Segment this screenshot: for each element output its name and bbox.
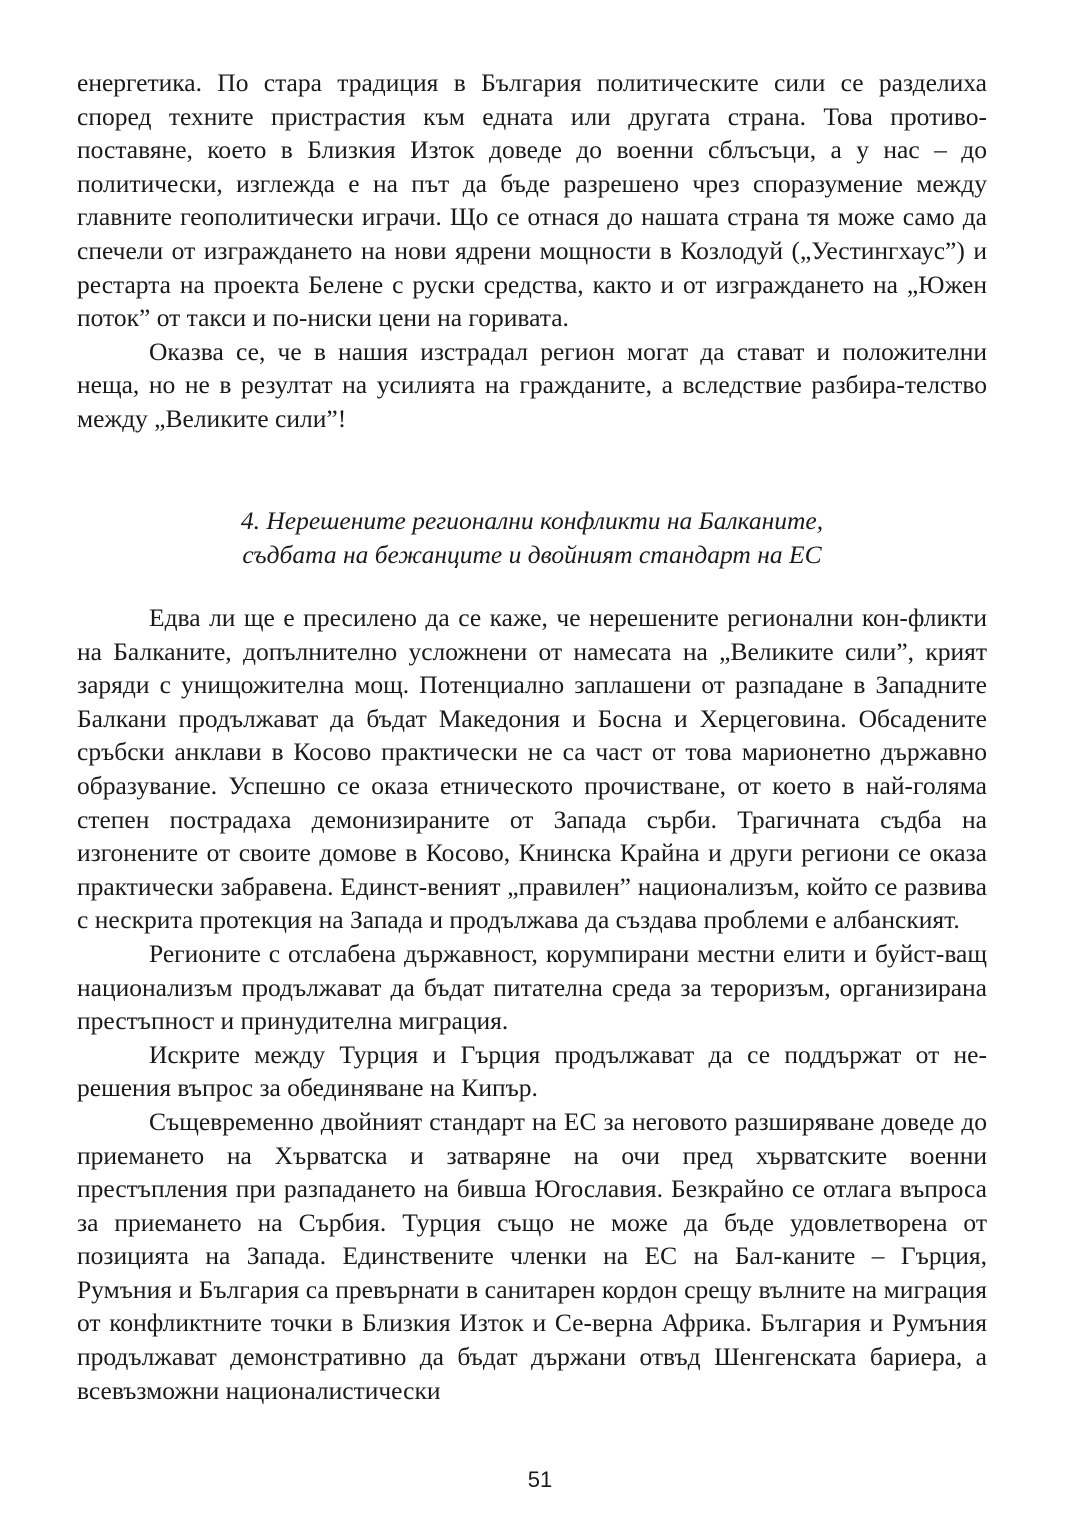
section-heading-line-1: 4. Нерешените регионални конфликти на Балканите, [240, 506, 824, 535]
page-number: 51 [527, 1467, 553, 1492]
main-text-block [77, 601, 987, 1407]
section-heading-line-2: съдбата на бежанците и двойният стандарт на ЕС [242, 539, 822, 569]
paragraph: Същевременно двойният стандарт на ЕС за неговото разширяване доведе до приемането на Хърватска и затваряне на очи пред хърватските военни престъпления при разпадането на бивша Югославия. Безкрайно се отлага въпроса за приемането на Сърбия. Турция също не може да бъде удовлетворена от позицията на Запада. Единствените членки на ЕС на Бал-каните – Гърция, Румъния и България са превърнати в санитарен кордон срещу вълните на миграция от конфликтните точки в Близкия Изток и Се-верна Африка. България и Румъния продължават демонстративно да бъдат държани отвъд Шенгенската бариера, а всевъзможни националистически [77, 1106, 987, 1405]
paragraph: Оказва се, че в нашия изстрадал регион могат да стават и положителни неща, но не в резултат на усилията на гражданите, а вследствие разбира-телство между „Великите сили”! [77, 336, 987, 433]
section-heading [77, 504, 987, 571]
paragraph-continuation: енергетика. По стара традиция в България политическите сили се разделиха според техните пристрастия към едната или другата страна. Това противо-поставяне, което в Близкия Изток доведе до военни сблъсъци, а у нас – до политически, изглежда е на път да бъде разрешено чрез споразумение между главните геополитически играчи. Що се отнася до нашата страна тя може само да спечели от изграждането на нови ядрени мощности в Козлодуй („Уестингхаус”) и рестарта на проекта Белене с руски средства, както и от изграждането на „Южен поток” от такси и по-ниски цени на горивата. [77, 68, 987, 333]
paragraph: Искрите между Турция и Гърция продължават да се поддържат от не-решения въпрос за обединяване на Кипър. [77, 1039, 987, 1103]
paragraph: Едва ли ще е пресилено да се каже, че нерешените регионални кон-фликти на Балканите, допълнително усложнени от намесата на „Великите сили”, крият заряди с унищожителна мощ. Потенциално заплашени от разпадане в Западните Балкани продължават да бъдат Македония и Босна и Херцеговина. Обсадените сръбски анклави в Косово практически не са част от това марионетно държавно образувание. Успешно се оказа етническото прочистване, от което в най-голяма степен пострадаха демонизираните от Запада сърби. Трагичната съдба на изгонените от своите домове в Косово, Книнска Крайна и други региони се оказа практически забравена. Единст-веният „правилен” национализъм, който се развива с нескрита протекция на Запада и продължава да създава проблеми е албанският. [77, 603, 987, 935]
top-text-block [77, 66, 987, 436]
paragraph: Регионите с отслабена държавност, корумпирани местни елити и буйст-ващ национализъм продължават да бъдат питателна среда за тероризъм, организирана престъпност и принудителна миграция. [77, 938, 987, 1036]
